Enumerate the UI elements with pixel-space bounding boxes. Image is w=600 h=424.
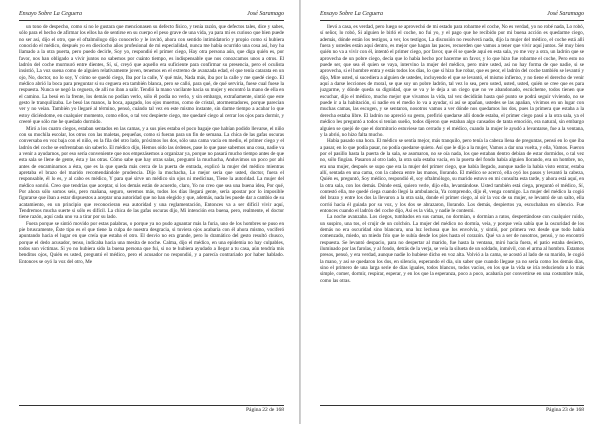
page-header [320, 10, 584, 21]
page-body [19, 24, 284, 404]
paragraph: Miró a los cuatro ciegos, estaban sentados en las camas, y a sus pies estaba el poco bagaje que habían podido llevarse, el niño con su mochila escolar, los otros con las maletas, pequeñas, como si fueran para un fin de semana. La chica de las gafas oscuras conversaba en voz baja con el niño, en la fila del otro lado, próximos los dos, sólo una cama vacía en medio, el primer ciego y el ladrón del coche se enfrentaban sin saberlo. El médico dijo, Hemos oído las órdenes, pase lo que pase sabemos una cosa, nadie va a venir a ayudarnos, por eso sería conveniente que nos empezásemos a organizar ya, porque no pasará mucho tiempo antes de que esta sala se llene de gente, ésta y las otras. Cómo sabe que hay otras salas, preguntó la muchacha, Anduvimos un poco por ahí antes de encaminarnos a ésta, que es la que queda más cerca de la puerta de entrada, explicó la mujer del médico mientras apretaba el brazo del marido recomendándole prudencia. Dijo la muchacha, Lo mejor sería que usted, doctor, fuera el responsable, él lo es, y al cabo es médico, Y para qué sirve un médico sin ojos ni medicinas, Tiene la autoridad. La mujer del médico sonrió. Creo que tendrías que aceptar, si los demás están de acuerdo, claro, Yo no creo que sea una buena idea, Por qué, Por ahora sólo somos seis, pero mañana, seguro, seremos más, todos los días llegará gente, sería apostar por lo imposible figurarse que iban a estar dispuestos a aceptar una autoridad que no han elegido y que, además, nada les puede dar a cambio de su acatamiento, en un principio que reconocieran esa autoridad y una reglamentación, Entonces va a ser difícil vivir aquí, Tendremos mucha suerte si sólo es difícil. La chica de las gafas oscuras dijo, Mi intención era buena, pero, realmente, el doctor tiene razón, aquí cada uno va a tirar por su lado. [19, 125, 284, 221]
book-title: Ensayo Sobre La Ceguera [320, 11, 383, 17]
author-name: José Saramago [547, 11, 584, 17]
page-header [19, 10, 284, 21]
right-page [300, 0, 600, 424]
paragraph: La noche avanzaba. Los ciegos, tumbados en sus camas, no dormían, o dormían a ratos, despertándose con cualquier ruido, un suspiro, una tos, el crujir de un colchón. La mujer del médico no dormía, veía, y porque veía sabía que la oscuridad de los demás no era oscuridad sino blancura, una luz lechosa que los envolvía, y sintió, por primera vez desde que todo había comenzado, miedo, un miedo frío que le subía desde los pies hasta el corazón. Qué va a ser de nosotros, pensó, y no encontró respuesta. Se levantó despacio, para no despertar al marido, fue hasta la ventana, miró hacia fuera, el patio estaba desierto, iluminado por las farolas, y al fondo, detrás de la verja, se veía la silueta de un soldado, inmóvil, con el arma al hombro. Estamos presos, pensó, y era verdad, aunque nadie lo hubiese dicho en voz alta. Volvió a la cama, se acostó al lado de su marido, le cogió la mano, y así se quedaron los dos, en silencio, esperando el día, sin saber que cuando llegase ya no sería como los demás días, sino el primero de una larga serie de días iguales, todos blancos, todos vacíos, en los que la vida se iría reduciendo a lo más simple, comer, dormir, respirar, esperar, y en los que la esperanza, poco a poco, acabaría por convertirse en una costumbre más, como las otras. [320, 214, 584, 284]
page-number: Página 23 de 168 [545, 407, 584, 413]
paragraph: un tono de despecho, como si no le gustara que mencionasen su defecto físico, y tenía razón, que defectos tales, dice y sabes, sólo para el hecho de afirmar los ellos ha de sentirse en su cuerpo el peso grave de una vida, ya para mí es curioso que bien puede no ser así, dijo el otro, que el oftalmólogo dijo conocerlo y le invitó, ahora con sentido intimidatorio y propio como si hubiera conocido el médico, después yo en dieciocho años profesional de mi especialidad, nunca me había ocurrido una cosa así, hoy ha llamado a la otra puerta, pero puedo decirle, Soy yo, respondió el primer ciego, Hay otra persona aún, que diga quién es, por favor, nos han obligado a vivir juntos no sabemos por cuánto tiempo, es indispensable que nos conozcamos unos a otros. El ladrón del coche murmuró entre dientes, Sí, sí, creyó que aquello era suficiente para confirmar su presencia, pero el oculista insistió, La voz suena como de alguien relativamente joven, tenemos en el extremo de avanzada edad, el que tenía catarata en un ojo, No, doctor, no lo soy, Y cómo se quedó ciego, Iba por la calle, Y qué más, Nada más, iba por la calle y me quedé ciego. El médico abrió la boca para preguntar si su ceguera era también blanca, pero se calló, para qué, de qué serviría, fuese cual fuese la respuesta. Nunca se negó la ceguera, de allí no iban a salir. Tendió la mano vacilante hacia su mujer y encontró la mano de ella en el camino. La besó en la frente, los demás no podían verlo, sólo él podía no verlo, y sin embargo, extrañamente, sintió que este gesto le tranquilizaba. Le besó las manos, la boca, apagado, los ojos muertos, como de cristal, atormentadores, porque parecían ver y no veían. También yo llegaré al término, pensó, cuándo tal vez en este mismo instante, sin darme tiempo a acabar lo que estoy diciéndome, en cualquier momento, como ellos, o tal vez despierte ciego, me quedaré ciego al cerrar los ojos para dormir, y creeré que sólo me he quedado dormido. [19, 24, 284, 126]
page-number: Página 22 de 168 [245, 407, 284, 413]
paragraph: llevó a casa, es verdad, pero luego se aprovechó de mi estado para robarme el coche, No es verdad, yo no robé nada, Lo robó, sí señor, lo robó, Si alguien le birló el coche, no fui yo, y el pago que he recibido por mi buena acción es quedarme ciego, además, dónde están los testigos, a ver, los testigos, La discusión no resolverá nada, dijo la mujer del médico, el coche está allí fuera y ustedes están aquí dentro, es mejor que hagan las paces, recuerden que vamos a tener que vivir aquí juntos. Sé muy bien quién no va a vivir con él, intentó el primer ciego, por favor, que él se quede aquí en esta sala, yo me voy a otra, un ladrón que se aprovecha de un pobre ciego, decía que lo había hecho por hacerme un favor, y lo que hizo fue robarme el coche, Pero esto no puede ser, que sea él quien se vaya, intervino la mujer del médico, pero mire usted, así no hay forma de que nadie, si se aprovecha, si el hombre entra y estás todos los días, lo que sí hizo fue robar, que es peor, el ladrón del coche también se levantó y dijo, Mire usted, si sucediera a alguien de ustedes, incluyendo el que se levantó, el mismo infierno, y no tiene el derecho de venir aquí a darse lecciones de moral, se que soy un pobre ladrón, tal vez lo sea, pero usted, usted, usted, quién se cree que es para juzgarme, y dónde queda su dignidad, que se va y le deja a un ciego que no ve abandonado, escúcheme, todos tienen que escuchar, dijo el médico, mucho mejor que vivamos la vida, tal vez decidirán hasta qué punto se podrá seguir viviendo, no se puede ir a la habitación, si nadie en el medio lo va a ayudar, si así se apañan, ustedes se las apañan, vivimos en un lugar con muchas camas, las escogen, y se sentaron, nosotros vamos a ver dónde nos quedamos los dos, pues la primera que estaba a la derecha estaba libre. El ladrón no apreció su gesto, prefirió quedarse allí donde estaba, el primer ciego pasó a la otra sala, ya el médico les preguntó a todos si tenían sueño, todos dijeron que estaban algo cansados de tanta emoción, era natural, sin embargo alguien se quejó de que el dormitorio estuviese tan cerrado y el médico, cuando la mujer le ayudó a levantarse, fue a la ventana, y la abrió, no hizo falta mucho. [320, 24, 584, 138]
paragraph: Fuera porque se sintió movido por estas palabras, o porque ya no pudo aguantar más la furia, uno de los hombres se puso en pie bruscamente, Éste tipo es el que tiene la culpa de nuestra desgracia, si tuviera ojos acabaría con él ahora mismo, vociferó apuntando hacia el lugar en que creía que estaba el otro. El desvío no era grande, pero lo dramático del gesto resultó chusco, porque el dedo acusador, tenso, indicaba hacia una mesita de noche. Calma, dijo el médico, en una epidemia no hay culpables, todos son víctimas. Si yo no hubiera sido la buena persona que fui, si no te hubiera ayudado a llegar a tu casa, aún tendría mis benditos ojos, Quién es usted, preguntó el médico, pero el acusador no respondió, y a parecía contrariado por haber hablado. Entonces se oyó la voz del otro, Me [19, 220, 284, 265]
page-footer [320, 405, 584, 414]
book-title: Ensayo Sobre La Ceguera [19, 11, 82, 17]
paragraph: Había pasado una hora. El médico se sentía mejor, más tranquilo, pero tenía la cabeza llena de preguntas, pensó en lo que iba a pasar, en lo que podía pasar, no podía quedarse quieto. Así que le dijo a la mujer, Vamos a dar una vuelta, y ella, Vamos. Fueron por el pasillo hasta la puerta de la sala, se asomaron, no se oía nada, los que estaban dentro debían de estar dormidos, o tal vez no, sólo fingían. Pasaron al otro lado, la otra sala estaba vacía, en la puerta del fondo había alguien llorando, era un hombre, no, era una mujer, después se supo que era la mujer del primer ciego, que había llegado, aunque nadie la había visto entrar, estaba allí, sentada en una cama, con la cabeza entre las manos, llorando. El médico se acercó, ella oyó los pasos y levantó la cabeza, Quién es, preguntó, Soy médico, respondió él, soy oftalmólogo, su marido estuvo en mi consulta esta tarde, y ahora está aquí, en la otra sala, con los demás. Dónde está, quiero verle, dijo ella, levantándose. Usted también está ciega, preguntó el médico, Sí, contestó ella, me quedé ciega cuando llegó la ambulancia, Ya comprendo, dijo él, venga conmigo. La mujer del médico la cogió del brazo y entre los dos la llevaron a la otra sala, donde el primer ciego, al oír la voz de su mujer, se levantó de un salto, ella corrió hacia él guiada por su voz, y los dos se abrazaron, llorando. Los demás, despiertos ya, escuchaban en silencio. Fue entonces cuando el ladrón del coche dijo, Así es la vida, y nadie le contestó. [320, 138, 584, 214]
author-name: José Saramago [247, 11, 284, 17]
page-body [320, 24, 584, 404]
page-footer [19, 405, 284, 414]
